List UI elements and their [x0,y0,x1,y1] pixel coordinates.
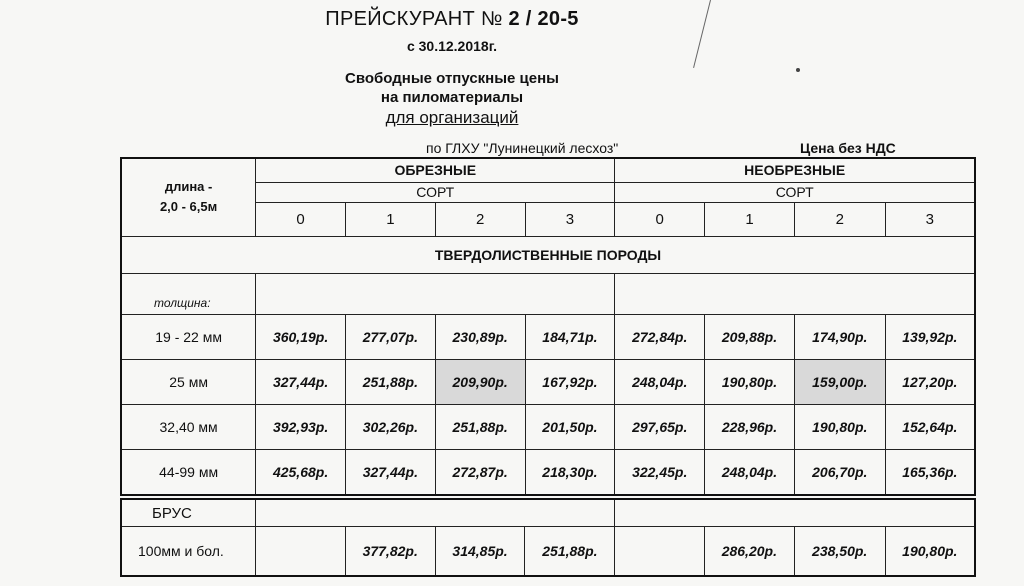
spacer-cell [615,499,975,527]
price-cell: 360,19р. [256,314,346,359]
table-row [121,404,975,449]
grade-cell: 1 [345,202,435,236]
price-cell: 174,90р. [794,314,885,359]
price-cell: 251,88р. [345,359,435,404]
price-cell: 201,50р. [525,404,615,449]
subtitle-line-1: Свободные отпускные цены [345,70,559,87]
table-row [121,527,975,577]
spacer-cell [256,499,615,527]
price-cell: 230,89р. [435,314,525,359]
table-row [121,359,975,404]
price-cell: 327,44р. [256,359,346,404]
price-cell: 139,92р. [885,314,975,359]
price-cell: 314,85р. [435,527,525,577]
price-cell: 184,71р. [525,314,615,359]
group-edged: ОБРЕЗНЫЕ [256,158,615,182]
price-cell: 377,82р. [345,527,435,577]
price-cell: 190,80р. [885,527,975,577]
price-cell: 190,80р. [794,404,885,449]
beam-title: БРУС [121,499,256,527]
section-title: ТВЕРДОЛИСТВЕННЫЕ ПОРОДЫ [121,236,975,273]
thickness-label: толщина: [121,273,256,314]
effective-date: с 30.12.2018г. [406,38,498,54]
subtitle-line-3: для организаций [385,108,519,127]
price-cell: 127,20р. [885,359,975,404]
length-range: 2,0 - 6,5м [159,199,218,215]
price-cell: 425,68р. [256,449,346,495]
price-cell: 248,04р. [615,359,705,404]
spacer-cell [615,273,975,314]
price-cell: 302,26р. [345,404,435,449]
price-cell: 251,88р. [525,527,615,577]
price-cell: 322,45р. [615,449,705,495]
group-unedged: НЕОБРЕЗНЫЕ [615,158,975,182]
price-cell: 272,84р. [615,314,705,359]
grade-cell: 0 [615,202,705,236]
title-number: 2 / 20-5 [508,8,579,30]
grade-label-unedged: СОРТ [615,182,975,202]
price-cell: 152,64р. [885,404,975,449]
length-header-cell [121,158,256,236]
beam-price-table [120,498,976,577]
table-row [121,449,975,495]
price-cell: 277,07р. [345,314,435,359]
grade-cell: 2 [435,202,525,236]
price-table [120,157,976,496]
price-cell: 238,50р. [794,527,885,577]
length-label: длина - [164,179,213,195]
grade-cell: 3 [525,202,615,236]
price-cell: 190,80р. [705,359,795,404]
price-cell: 251,88р. [435,404,525,449]
price-list-title [0,8,964,31]
price-cell: 272,87р. [435,449,525,495]
grade-cell: 3 [885,202,975,236]
table-row [121,314,975,359]
price-cell-highlighted: 159,00р. [794,359,885,404]
grade-cell: 2 [794,202,885,236]
price-cell: 165,36р. [885,449,975,495]
organization-name: по ГЛХУ "Лунинецкий лесхоз" [426,140,619,156]
price-cell: 392,93р. [256,404,346,449]
price-cell: 248,04р. [705,449,795,495]
vat-note: Цена без НДС [800,140,896,156]
price-cell: 228,96р. [705,404,795,449]
size-cell: 19 - 22 мм [121,314,256,359]
size-cell: 32,40 мм [121,404,256,449]
spacer-cell [256,273,615,314]
size-cell: 100мм и бол. [121,527,256,577]
price-cell [615,527,705,577]
price-cell: 167,92р. [525,359,615,404]
price-cell [256,527,346,577]
grade-label-edged: СОРТ [256,182,615,202]
price-cell: 206,70р. [794,449,885,495]
price-cell: 209,88р. [705,314,795,359]
subtitle-line-2: на пиломатериалы [380,89,524,106]
size-cell: 44-99 мм [121,449,256,495]
grade-cell: 0 [256,202,346,236]
grade-cell: 1 [705,202,795,236]
price-cell: 286,20р. [704,527,794,577]
price-cell: 297,65р. [615,404,705,449]
price-cell: 327,44р. [345,449,435,495]
price-cell: 218,30р. [525,449,615,495]
size-cell: 25 мм [121,359,256,404]
title-prefix: ПРЕЙСКУРАНТ № [325,8,503,30]
price-cell-highlighted: 209,90р. [435,359,525,404]
